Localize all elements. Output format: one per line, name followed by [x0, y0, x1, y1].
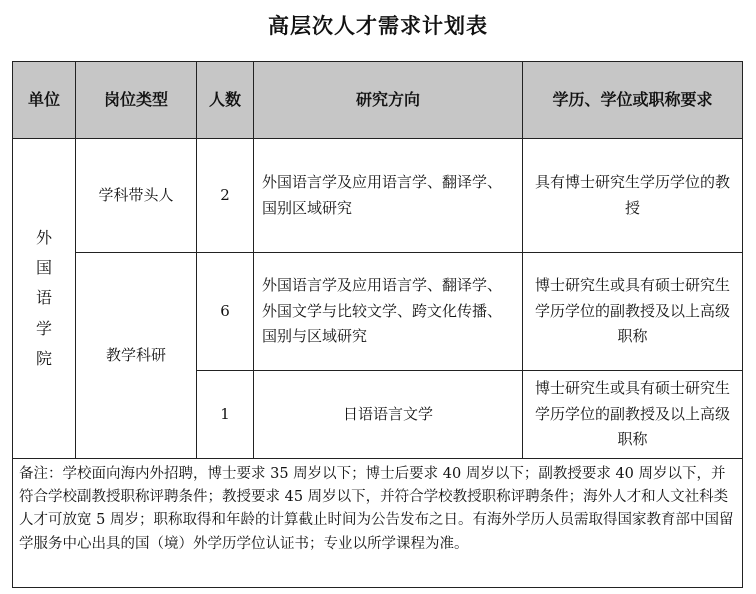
requirement-cell: 具有博士研究生学历学位的教授	[523, 139, 743, 253]
note-text: 备注：学校面向海内外招聘，博士要求 35 周岁以下；博士后要求 40 周岁以下；副教授要求 40 周岁以下，并符合学校副教授职称评聘条件；教授要求 45 周岁以下，并符合学校教授职称评聘条件；海外人才和人文社科类人才可放宽 5 周岁；职称取得和年龄的计算截止时间为公告发布之日。有海外学历人员需取得国家教育部中国留学服务中心出具的国（境）外学历学位认证书；专业以所学课程为准。	[13, 459, 743, 588]
requirement-cell: 博士研究生或具有硕士研究生学历学位的副教授及以上高级职称	[523, 253, 743, 371]
count-cell: 6	[197, 253, 254, 371]
post-type-cell: 学科带头人	[76, 139, 197, 253]
note-row	[13, 459, 743, 588]
research-cell: 外国语言学及应用语言学、翻译学、国别区域研究	[254, 139, 523, 253]
page-title: 高层次人才需求计划表	[268, 13, 488, 38]
header-post-type: 岗位类型	[76, 62, 197, 139]
count-cell: 1	[197, 371, 254, 459]
unit-name: 外国语学院	[35, 227, 52, 369]
header-requirement: 学历、学位或职称要求	[523, 62, 743, 139]
header-unit: 单位	[13, 62, 76, 139]
research-cell: 日语语言文学	[254, 371, 523, 459]
post-type-cell: 教学科研	[76, 253, 197, 459]
requirement-cell: 博士研究生或具有硕士研究生学历学位的副教授及以上高级职称	[523, 371, 743, 459]
header-research: 研究方向	[254, 62, 523, 139]
unit-cell	[13, 139, 76, 459]
table-row	[13, 139, 743, 253]
header-count: 人数	[197, 62, 254, 139]
talent-demand-table	[12, 61, 743, 588]
header-row	[13, 62, 743, 139]
research-cell: 外国语言学及应用语言学、翻译学、外国文学与比较文学、跨文化传播、国别与区域研究	[254, 253, 523, 371]
table-row	[13, 253, 743, 371]
count-cell: 2	[197, 139, 254, 253]
